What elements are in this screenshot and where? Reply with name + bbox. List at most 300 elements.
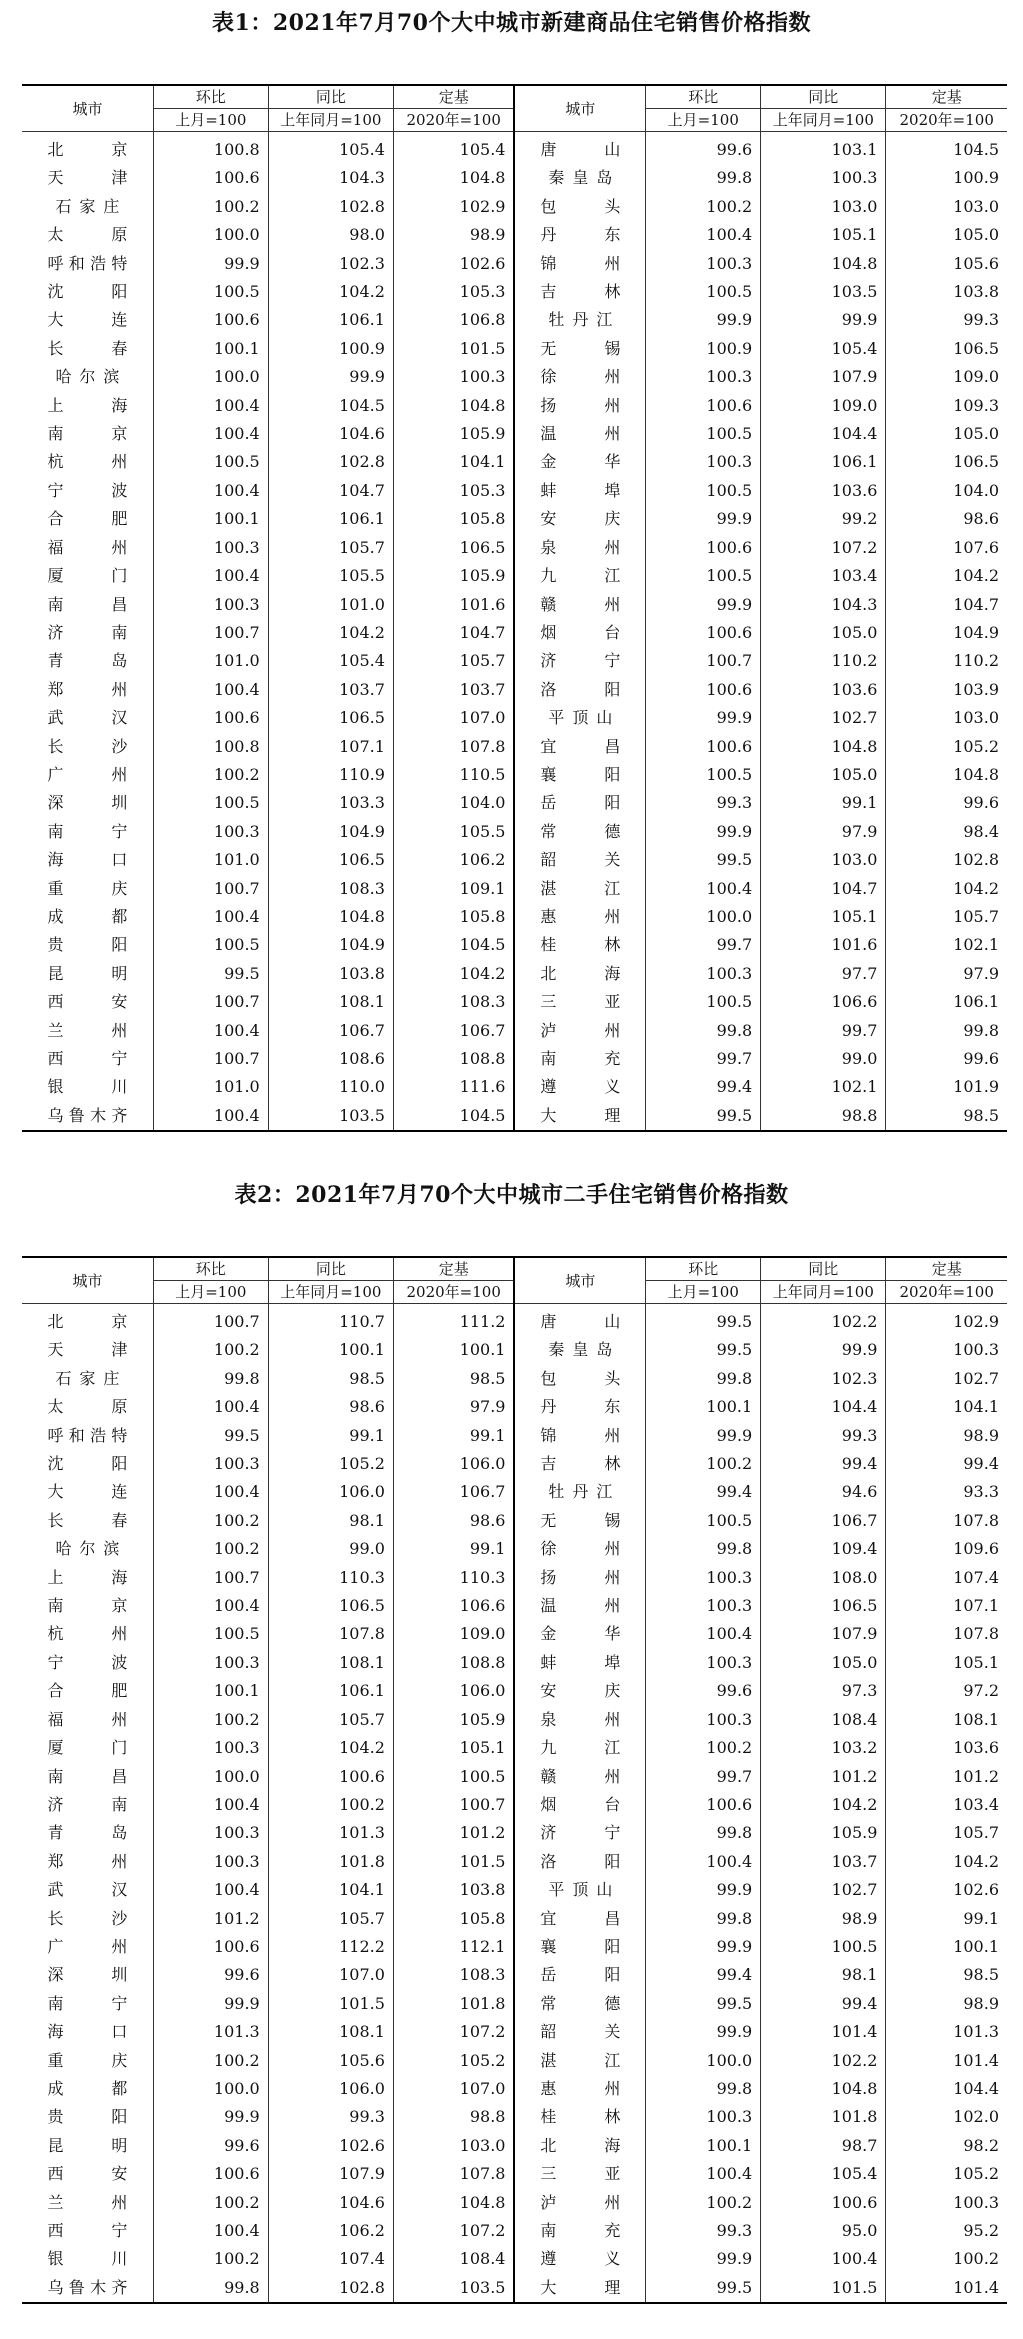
table-row	[22, 2132, 1007, 2160]
mom-cell: 100.0	[153, 221, 268, 249]
fixed-cell: 105.0	[886, 221, 1007, 249]
mom-cell: 100.8	[153, 132, 268, 165]
mom-cell: 99.9	[646, 1933, 761, 1961]
city-cell	[514, 1102, 645, 1131]
yoy-cell: 108.1	[268, 1649, 393, 1677]
mom-cell: 100.3	[153, 1819, 268, 1847]
city-name: 平顶山	[548, 1880, 613, 1900]
mom-cell: 101.0	[153, 846, 268, 874]
yoy-cell: 104.2	[268, 619, 393, 647]
yoy-cell: 98.1	[761, 1961, 886, 1989]
fixed-cell: 97.9	[393, 1393, 514, 1421]
yoy-cell: 104.2	[268, 1734, 393, 1762]
yoy-cell: 99.0	[761, 1045, 886, 1073]
city-name: 桂林	[540, 2107, 621, 2127]
mom-cell: 100.3	[153, 1649, 268, 1677]
fixed-cell: 102.1	[886, 931, 1007, 959]
city-name: 徐州	[540, 367, 621, 387]
mom-cell: 99.9	[646, 704, 761, 732]
city-name: 武汉	[47, 708, 128, 728]
yoy-cell: 100.5	[761, 1933, 886, 1961]
table-row	[22, 1507, 1007, 1535]
fixed-cell: 106.5	[886, 335, 1007, 363]
mom-cell: 100.4	[153, 903, 268, 931]
city-name: 兰州	[47, 1020, 128, 1040]
mom-cell: 100.5	[646, 1507, 761, 1535]
city-name: 泸州	[540, 2192, 621, 2212]
yoy-cell: 105.1	[761, 221, 886, 249]
mom-cell: 100.0	[153, 2075, 268, 2103]
table-row	[22, 647, 1007, 675]
fixed-cell: 107.2	[393, 2018, 514, 2046]
city-name: 哈尔滨	[55, 1539, 120, 1559]
mom-cell: 99.8	[646, 1819, 761, 1847]
fixed-cell: 107.8	[393, 733, 514, 761]
city-name: 常德	[540, 821, 621, 841]
yoy-cell: 112.2	[268, 1933, 393, 1961]
yoy-cell: 97.3	[761, 1677, 886, 1705]
fixed-cell: 108.3	[393, 988, 514, 1016]
city-name: 南昌	[47, 594, 128, 614]
city-name: 泉州	[540, 537, 621, 557]
city-name: 福州	[47, 1709, 128, 1729]
city-cell	[514, 2160, 645, 2188]
city-name: 沈阳	[47, 1454, 128, 1474]
city-name: 洛阳	[540, 1851, 621, 1871]
mom-cell: 100.4	[153, 1102, 268, 1131]
table-row	[22, 335, 1007, 363]
yoy-cell: 110.0	[268, 1073, 393, 1101]
mom-cell: 101.0	[153, 647, 268, 675]
yoy-cell: 99.7	[761, 1017, 886, 1045]
mom-cell: 100.7	[153, 988, 268, 1016]
mom-cell: 100.2	[153, 1507, 268, 1535]
table-row	[22, 1819, 1007, 1847]
fixed-cell: 106.1	[886, 988, 1007, 1016]
fixed-cell: 104.2	[886, 562, 1007, 590]
city-name: 包头	[540, 196, 621, 216]
city-name: 大理	[540, 2277, 621, 2297]
city-cell	[22, 761, 153, 789]
city-cell	[22, 676, 153, 704]
yoy-cell: 99.9	[761, 1336, 886, 1364]
mom-cell: 100.4	[153, 1478, 268, 1506]
fixed-cell: 100.7	[393, 1791, 514, 1819]
mom-cell: 100.6	[153, 1933, 268, 1961]
mom-cell: 100.3	[153, 1450, 268, 1478]
mom-cell: 100.4	[153, 1791, 268, 1819]
city-cell	[22, 1706, 153, 1734]
fixed-cell: 98.9	[886, 1990, 1007, 2018]
city-cell	[514, 931, 645, 959]
mom-cell: 99.9	[646, 1876, 761, 1904]
city-cell	[22, 1045, 153, 1073]
fixed-cell: 102.9	[393, 193, 514, 221]
city-cell	[514, 1649, 645, 1677]
fixed-cell: 106.0	[393, 1450, 514, 1478]
city-name: 南充	[540, 2221, 621, 2240]
table-row	[22, 903, 1007, 931]
fixed-cell: 107.8	[886, 1620, 1007, 1648]
yoy-cell: 99.9	[268, 363, 393, 391]
city-name: 襄阳	[540, 1936, 621, 1956]
city-cell	[22, 420, 153, 448]
yoy-cell: 98.6	[268, 1393, 393, 1421]
table-row	[22, 761, 1007, 789]
mom-cell: 100.3	[153, 534, 268, 562]
fixed-cell: 107.8	[393, 2160, 514, 2188]
yoy-cell: 98.9	[761, 1905, 886, 1933]
fixed-cell: 106.7	[393, 1017, 514, 1045]
yoy-cell: 104.3	[761, 591, 886, 619]
fixed-cell: 110.5	[393, 761, 514, 789]
yoy-cell: 108.4	[761, 1706, 886, 1734]
table-row	[22, 1422, 1007, 1450]
yoy-cell: 103.6	[761, 477, 886, 505]
yoy-cell: 108.1	[268, 2018, 393, 2046]
city-cell	[22, 1848, 153, 1876]
city-cell	[22, 221, 153, 249]
table-row	[22, 676, 1007, 704]
table-row	[22, 477, 1007, 505]
city-name: 银川	[47, 1077, 128, 1097]
city-name: 吉林	[540, 1454, 621, 1474]
city-name: 蚌埠	[540, 480, 621, 500]
city-name: 呼和浩特	[47, 253, 128, 273]
city-cell	[22, 1592, 153, 1620]
city-name: 上海	[47, 395, 128, 415]
fixed-header: 定基	[886, 85, 1007, 109]
city-cell	[514, 1365, 645, 1393]
table-row	[22, 2160, 1007, 2188]
yoy-cell: 105.4	[761, 2160, 886, 2188]
yoy-cell: 95.0	[761, 2217, 886, 2245]
yoy-cell: 100.9	[268, 335, 393, 363]
table-row	[22, 306, 1007, 334]
table-row	[22, 2189, 1007, 2217]
fixed-cell: 100.1	[886, 1933, 1007, 1961]
fixed-cell: 101.5	[393, 1848, 514, 1876]
table1-body	[22, 132, 1007, 1132]
city-cell	[22, 1763, 153, 1791]
yoy-cell: 98.0	[268, 221, 393, 249]
fixed-cell: 100.3	[886, 1336, 1007, 1364]
mom-cell: 100.3	[646, 448, 761, 476]
city-cell	[22, 2103, 153, 2131]
yoy-cell: 106.5	[268, 704, 393, 732]
city-cell	[22, 1102, 153, 1131]
yoy-cell: 104.6	[268, 2189, 393, 2217]
mom-cell: 100.5	[153, 931, 268, 959]
table-row	[22, 193, 1007, 221]
city-name: 温州	[540, 424, 621, 444]
mom-header: 环比	[646, 85, 761, 109]
city-name: 合肥	[47, 509, 128, 529]
city-cell	[514, 988, 645, 1016]
table-row	[22, 1365, 1007, 1393]
table-row	[22, 2103, 1007, 2131]
yoy-cell: 105.4	[268, 647, 393, 675]
city-name: 遵义	[540, 1077, 621, 1097]
yoy-cell: 105.0	[761, 1649, 886, 1677]
mom-cell: 99.5	[153, 1422, 268, 1450]
yoy-cell: 110.9	[268, 761, 393, 789]
yoy-cell: 106.5	[268, 846, 393, 874]
fixed-cell: 111.6	[393, 1073, 514, 1101]
table-row	[22, 2245, 1007, 2273]
city-name: 宜昌	[540, 736, 621, 756]
city-cell	[514, 1876, 645, 1904]
city-cell	[22, 448, 153, 476]
fixed-cell: 104.2	[886, 875, 1007, 903]
fixed-cell: 103.9	[886, 676, 1007, 704]
fixed-header: 定基	[393, 1257, 514, 1281]
mom-cell: 100.6	[646, 619, 761, 647]
city-cell	[22, 2047, 153, 2075]
city-cell	[22, 1734, 153, 1762]
city-cell	[514, 733, 645, 761]
city-cell	[514, 2245, 645, 2273]
table-row	[22, 2047, 1007, 2075]
yoy-cell: 102.3	[761, 1365, 886, 1393]
fixed-cell: 105.7	[393, 647, 514, 675]
city-cell	[22, 818, 153, 846]
city-cell	[22, 1961, 153, 1989]
yoy-cell: 102.2	[761, 1304, 886, 1337]
city-name: 哈尔滨	[55, 367, 120, 387]
city-name: 九江	[540, 566, 621, 586]
mom-cell: 100.2	[153, 2047, 268, 2075]
city-name: 烟台	[540, 622, 621, 642]
city-name: 湛江	[540, 878, 621, 898]
fixed-cell: 110.2	[886, 647, 1007, 675]
yoy-cell: 104.4	[761, 420, 886, 448]
yoy-cell: 107.9	[761, 363, 886, 391]
city-cell	[514, 1933, 645, 1961]
table-row	[22, 420, 1007, 448]
yoy-cell: 100.4	[761, 2245, 886, 2273]
fixed-cell: 99.3	[886, 306, 1007, 334]
fixed-cell: 101.4	[886, 2274, 1007, 2303]
city-cell	[22, 1304, 153, 1337]
fixed-cell: 98.9	[886, 1422, 1007, 1450]
city-cell	[514, 619, 645, 647]
mom-base-header: 上月=100	[646, 109, 761, 132]
city-name: 重庆	[47, 2050, 128, 2070]
mom-cell: 99.4	[646, 1961, 761, 1989]
fixed-cell: 106.7	[393, 1478, 514, 1506]
table-row	[22, 1564, 1007, 1592]
fixed-cell: 104.7	[393, 619, 514, 647]
city-name: 西宁	[47, 1049, 128, 1068]
fixed-cell: 109.3	[886, 392, 1007, 420]
yoy-cell: 104.6	[268, 420, 393, 448]
mom-cell: 100.5	[646, 278, 761, 306]
fixed-cell: 100.9	[886, 164, 1007, 192]
yoy-cell: 109.0	[761, 392, 886, 420]
fixed-cell: 106.2	[393, 846, 514, 874]
mom-cell: 99.8	[646, 1905, 761, 1933]
city-name: 牡丹江	[548, 310, 613, 330]
city-name: 昆明	[47, 2135, 128, 2155]
yoy-cell: 94.6	[761, 1478, 886, 1506]
mom-cell: 99.9	[646, 306, 761, 334]
mom-cell: 100.2	[153, 2245, 268, 2273]
yoy-cell: 98.5	[268, 1365, 393, 1393]
fixed-cell: 102.0	[886, 2103, 1007, 2131]
fixed-cell: 112.1	[393, 1933, 514, 1961]
yoy-cell: 101.3	[268, 1819, 393, 1847]
fixed-cell: 101.6	[393, 591, 514, 619]
fixed-cell: 100.5	[393, 1763, 514, 1791]
city-cell	[514, 1905, 645, 1933]
city-name: 湛江	[540, 2050, 621, 2070]
yoy-cell: 104.8	[761, 2075, 886, 2103]
yoy-cell: 103.3	[268, 789, 393, 817]
mom-cell: 100.6	[646, 392, 761, 420]
yoy-cell: 105.0	[761, 619, 886, 647]
fixed-cell: 105.2	[886, 2160, 1007, 2188]
yoy-header: 同比	[268, 85, 393, 109]
yoy-cell: 101.5	[761, 2274, 886, 2303]
mom-cell: 100.3	[646, 1564, 761, 1592]
fixed-cell: 104.2	[886, 1848, 1007, 1876]
city-name: 银川	[47, 2249, 128, 2269]
city-name: 惠州	[540, 2078, 621, 2098]
city-name: 秦皇岛	[548, 1340, 613, 1360]
mom-cell: 100.5	[646, 761, 761, 789]
yoy-cell: 98.7	[761, 2132, 886, 2160]
fixed-cell: 99.1	[886, 1905, 1007, 1933]
mom-cell: 100.5	[646, 988, 761, 1016]
city-name: 唐山	[540, 1312, 621, 1331]
mom-cell: 100.4	[646, 221, 761, 249]
yoy-cell: 105.2	[268, 1450, 393, 1478]
fixed-cell: 105.8	[393, 505, 514, 533]
table2-resale-homes-price-index	[22, 1256, 1007, 2304]
city-cell	[22, 1791, 153, 1819]
yoy-cell: 102.7	[761, 704, 886, 732]
fixed-cell: 101.5	[393, 335, 514, 363]
yoy-cell: 107.9	[761, 1620, 886, 1648]
fixed-cell: 107.0	[393, 2075, 514, 2103]
city-cell	[22, 1876, 153, 1904]
city-cell	[514, 1592, 645, 1620]
mom-cell: 100.0	[646, 2047, 761, 2075]
city-name: 烟台	[540, 1794, 621, 1814]
city-cell	[22, 903, 153, 931]
city-name: 南充	[540, 1049, 621, 1068]
city-name: 襄阳	[540, 764, 621, 784]
city-cell	[22, 1535, 153, 1563]
mom-cell: 101.3	[153, 2018, 268, 2046]
table-row	[22, 1393, 1007, 1421]
city-name: 南京	[47, 424, 128, 444]
city-cell	[514, 1336, 645, 1364]
fixed-base-header: 2020年=100	[886, 109, 1007, 132]
yoy-cell: 104.4	[761, 1393, 886, 1421]
mom-cell: 100.4	[646, 1620, 761, 1648]
mom-cell: 99.4	[646, 1478, 761, 1506]
city-cell	[22, 477, 153, 505]
city-name: 泉州	[540, 1709, 621, 1729]
table-row	[22, 132, 1007, 165]
city-name: 武汉	[47, 1880, 128, 1900]
mom-cell: 100.5	[646, 477, 761, 505]
fixed-cell: 106.0	[393, 1677, 514, 1705]
yoy-cell: 100.3	[761, 164, 886, 192]
city-cell	[22, 931, 153, 959]
yoy-base-header: 上年同月=100	[761, 109, 886, 132]
mom-cell: 99.8	[646, 1535, 761, 1563]
yoy-header: 同比	[761, 1257, 886, 1281]
mom-cell: 99.3	[646, 789, 761, 817]
table-row	[22, 1961, 1007, 1989]
city-cell	[22, 1073, 153, 1101]
city-cell	[514, 647, 645, 675]
city-cell	[22, 363, 153, 391]
yoy-cell: 106.1	[268, 505, 393, 533]
fixed-cell: 106.5	[886, 448, 1007, 476]
city-cell	[22, 1422, 153, 1450]
yoy-cell: 99.0	[268, 1535, 393, 1563]
fixed-cell: 111.2	[393, 1304, 514, 1337]
mom-cell: 100.4	[153, 477, 268, 505]
table-row	[22, 250, 1007, 278]
yoy-cell: 98.8	[761, 1102, 886, 1131]
table-row	[22, 1876, 1007, 1904]
yoy-cell: 97.7	[761, 960, 886, 988]
fixed-cell: 104.5	[886, 132, 1007, 165]
yoy-cell: 99.1	[268, 1422, 393, 1450]
yoy-cell: 104.8	[761, 250, 886, 278]
mom-cell: 99.7	[646, 1045, 761, 1073]
city-cell	[514, 903, 645, 931]
city-cell	[514, 1961, 645, 1989]
city-name: 石家庄	[55, 1368, 120, 1388]
mom-cell: 100.2	[646, 1734, 761, 1762]
fixed-cell: 101.2	[393, 1819, 514, 1847]
city-cell	[22, 2274, 153, 2303]
yoy-cell: 110.2	[761, 647, 886, 675]
city-name: 扬州	[540, 395, 621, 415]
table-row	[22, 846, 1007, 874]
city-cell	[514, 2274, 645, 2303]
city-name: 沈阳	[47, 282, 128, 302]
mom-cell: 99.9	[153, 2103, 268, 2131]
mom-cell: 100.8	[153, 733, 268, 761]
mom-cell: 99.3	[646, 2217, 761, 2245]
table2-title: 表2：2021年7月70个大中城市二手住宅销售价格指数	[234, 1182, 789, 1208]
table-row	[22, 1304, 1007, 1337]
city-name: 深圳	[47, 793, 128, 813]
mom-cell: 100.2	[153, 1336, 268, 1364]
city-name: 无锡	[540, 1510, 621, 1530]
mom-cell: 100.4	[153, 2217, 268, 2245]
fixed-cell: 97.2	[886, 1677, 1007, 1705]
city-cell	[514, 1422, 645, 1450]
fixed-cell: 105.3	[393, 477, 514, 505]
table-row	[22, 1620, 1007, 1648]
city-name: 西安	[47, 992, 128, 1012]
yoy-cell: 102.3	[268, 250, 393, 278]
mom-cell: 100.3	[646, 1706, 761, 1734]
mom-cell: 99.9	[153, 250, 268, 278]
city-name: 韶关	[540, 850, 621, 870]
city-cell	[514, 676, 645, 704]
fixed-cell: 103.8	[393, 1876, 514, 1904]
yoy-cell: 103.8	[268, 960, 393, 988]
